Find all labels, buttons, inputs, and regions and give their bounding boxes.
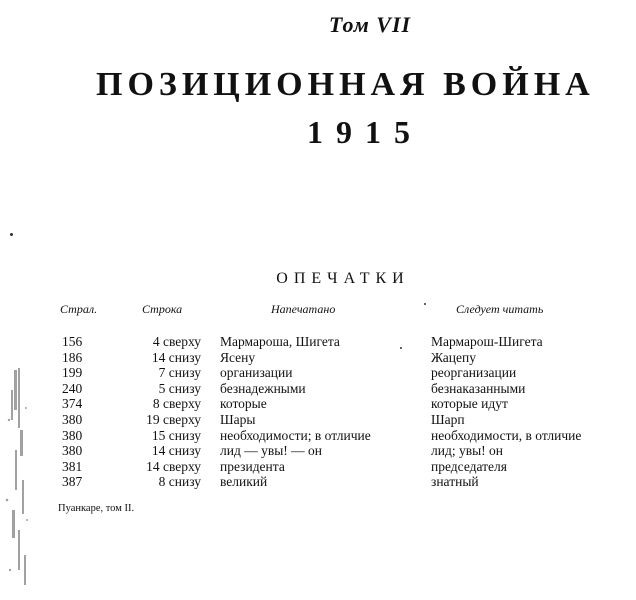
book-title: ПОЗИЦИОННАЯ ВОЙНА — [96, 66, 595, 103]
cell-page: 387 — [62, 474, 83, 490]
cell-line: 19 сверху — [146, 411, 201, 427]
column-header-line: Строка — [142, 302, 183, 316]
table-row — [0, 381, 636, 397]
cell-line: 7 снизу — [158, 365, 201, 381]
cell-read: Мармарош-Шигета — [431, 334, 543, 349]
cell-read: лид; увы! он — [431, 443, 503, 459]
cell-read: знатный — [431, 474, 479, 490]
cell-printed: организации — [220, 365, 293, 381]
table-row — [0, 443, 636, 459]
errata-table — [0, 334, 636, 490]
table-row — [0, 428, 636, 444]
cell-printed: безнадежными — [220, 380, 306, 396]
cell-page: 374 — [62, 396, 83, 412]
cell-printed: Ясену — [220, 349, 256, 365]
cell-read: Жацепу — [431, 349, 476, 365]
cell-line: 8 снизу — [158, 474, 201, 490]
cell-read: председателя — [431, 458, 507, 474]
cell-page: 199 — [62, 365, 83, 381]
cell-read: необходимости, в отличие — [431, 427, 582, 443]
cell-read: реорганизации — [431, 365, 517, 381]
footnote: Пуанкаре, том II. — [58, 503, 135, 514]
table-row — [0, 459, 636, 475]
cell-line: 5 снизу — [158, 380, 201, 396]
table-row — [0, 334, 636, 350]
scan-noise-graphic — [0, 360, 34, 596]
book-year: 1915 — [307, 114, 423, 150]
table-row — [0, 396, 636, 412]
errata-heading: ОПЕЧАТКИ — [276, 270, 410, 287]
cell-line: 14 снизу — [151, 349, 201, 365]
cell-line: 15 снизу — [151, 427, 201, 443]
column-header-read: Следует читать — [456, 302, 544, 316]
cell-page: 380 — [62, 443, 83, 459]
table-row — [0, 474, 636, 490]
cell-printed: необходимости; в отличие — [220, 427, 371, 443]
scan-speck — [10, 233, 13, 236]
cell-printed: Мармароша, Шигета — [220, 334, 340, 349]
table-row — [0, 365, 636, 381]
cell-printed: Шары — [220, 411, 256, 427]
column-header-page: Страл. — [60, 302, 98, 316]
cell-read: которые идут — [431, 396, 508, 412]
table-row — [0, 412, 636, 428]
cell-page: 381 — [62, 458, 83, 474]
volume-label: Том VII — [328, 12, 412, 37]
cell-page: 186 — [62, 349, 83, 365]
scan-speck — [400, 347, 402, 349]
cell-page: 380 — [62, 427, 83, 443]
cell-page: 240 — [62, 380, 83, 396]
cell-page: 380 — [62, 411, 83, 427]
cell-printed: великий — [220, 474, 268, 490]
table-row — [0, 350, 636, 366]
cell-line: 14 сверху — [146, 458, 201, 474]
scan-smudge — [0, 360, 34, 596]
cell-printed: лид — увы! — он — [220, 443, 322, 459]
cell-page: 156 — [62, 334, 83, 349]
column-header-printed: Напечатано — [271, 302, 336, 316]
cell-read: Шарп — [431, 411, 465, 427]
cell-printed: которые — [220, 396, 267, 412]
cell-read: безнаказанными — [431, 380, 526, 396]
cell-line: 14 снизу — [151, 443, 201, 459]
cell-line: 8 сверху — [152, 396, 201, 412]
cell-line: 4 сверху — [152, 334, 201, 349]
scan-speck — [424, 303, 426, 305]
cell-printed: президента — [220, 458, 285, 474]
